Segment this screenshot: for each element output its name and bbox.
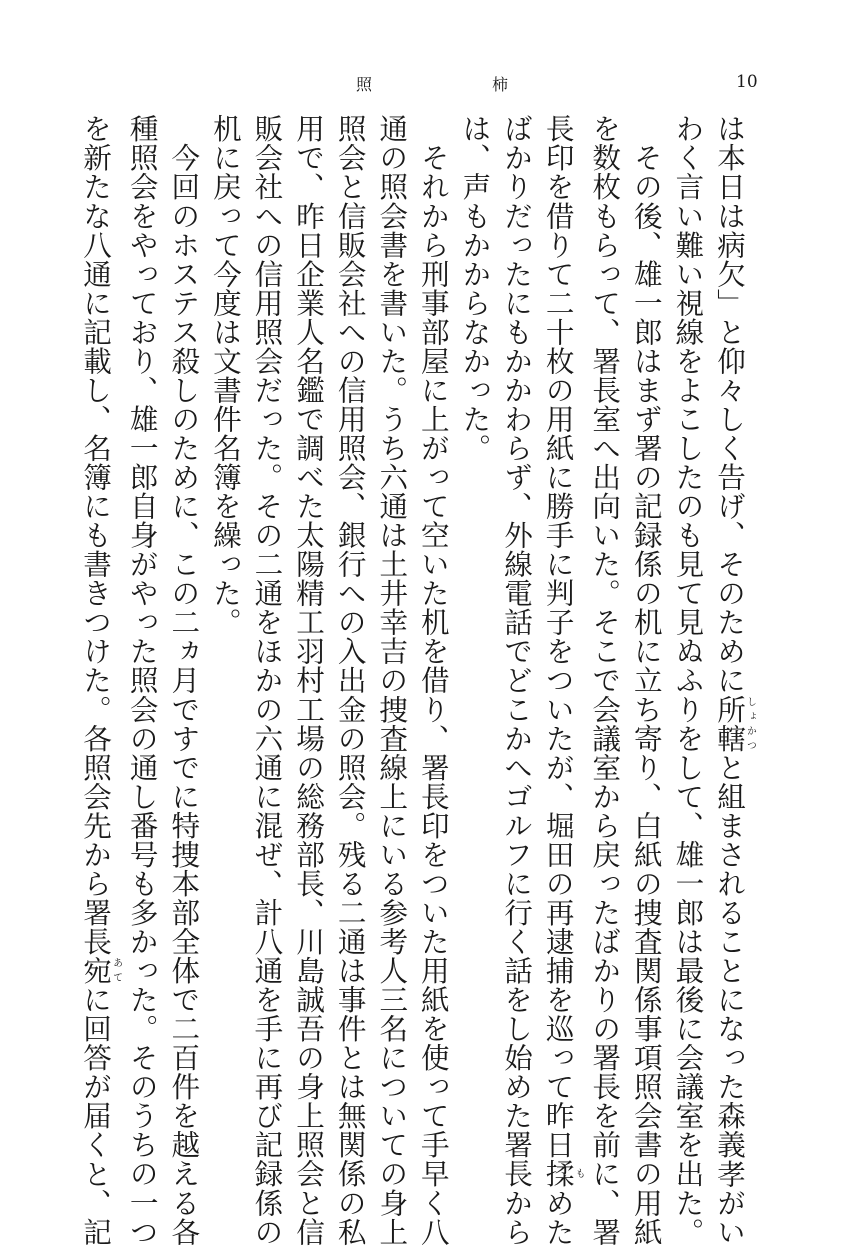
ruby-shokatsu: 所轄しょかつ xyxy=(713,694,756,753)
ruby-mo: 揉も xyxy=(541,1159,585,1189)
text-line-9: 通の照会書を書いた。うち六通は土井幸吉の捜査線上にいる参考人三名についての身上 xyxy=(375,114,410,1246)
text-line-8: それから刑事部屋に上がって空いた机を借り、署長印をついた用紙を使って手早く八 xyxy=(416,114,451,1246)
text-line-10: 照会と信販会社への信用照会、銀行への入出金の照会。残る二通は事件とは無関係の私 xyxy=(333,114,368,1246)
running-header-left: 照 xyxy=(356,75,373,94)
text-line-13: 机に戻って今度は文書件名簿を繰った。 xyxy=(208,114,243,637)
text-line-1: は本日は病欠」と仰々しく告げ、そのために所轄しょかつと組まされることになった森義孝がい xyxy=(713,114,756,1246)
text-line-11: 用で、昨日企業人名鑑で調べた太陽精工羽村工場の総務部長、川島誠吾の身上照会と信 xyxy=(292,114,327,1246)
running-header-right: 柿 xyxy=(492,75,509,94)
text-line-2: わく言い難い視線をよこしたのも見て見ぬふりをして、雄一郎は最後に会議室を出た。 xyxy=(671,114,706,1246)
vertical-body-text xyxy=(79,114,756,1246)
text-line-14: 今回のホステス殺しのために、この二ヵ月ですでに特捜本部全体で二百件を越える各 xyxy=(167,114,202,1246)
ruby-ate: 宛あて xyxy=(79,955,122,985)
text-line-3: その後、雄一郎はまず署の記録係の机に立ち寄り、白紙の捜査関係事項照会書の用紙 xyxy=(629,114,664,1246)
text-line-7: は、声もかからなかった。 xyxy=(458,114,493,463)
text-line-4: を数枚もらって、署長室へ出向いた。そこで会議室から戻ったばかりの署長を前に、署 xyxy=(588,114,623,1246)
text-line-12: 販会社への信用照会だった。その二通をほかの六通に混ぜ、計八通を手に再び記録係の xyxy=(250,114,285,1246)
page-number: 10 xyxy=(736,72,758,92)
text-line-16: を新たな八通に記載し、名簿にも書きつけた。各照会先から署長宛あてに回答が届くと、記 xyxy=(79,114,122,1246)
text-line-5: 長印を借りて二十枚の用紙に勝手に判子をついたが、堀田の再逮捕を巡って昨日揉もめた xyxy=(541,114,585,1246)
text-line-15: 種照会をやっており、雄一郎自身がやった照会の通し番号も多かった。そのうちの一つ xyxy=(125,114,160,1246)
text-line-6: ばかりだったにもかかわらず、外線電話でどこかへゴルフに行く話をし始めた署長から xyxy=(500,114,535,1246)
